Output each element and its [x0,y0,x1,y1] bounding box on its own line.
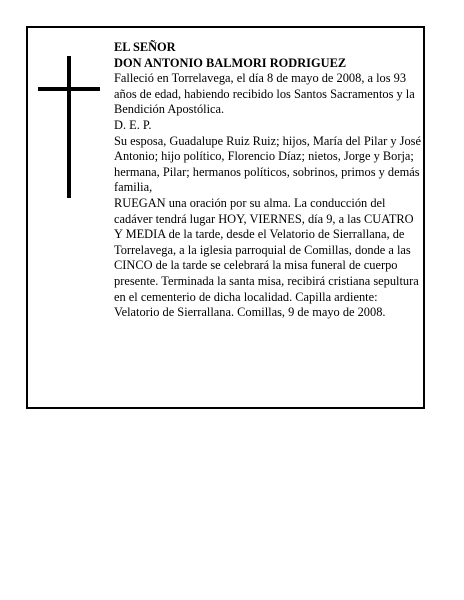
notice-death-paragraph: Falleció en Torrelavega, el día 8 de mayo de 2008, a los 93 años de edad, habiendo recibido los Santos Sacramentos y la Bendición Apostólica. [114,71,415,117]
notice-family-paragraph: Su esposa, Guadalupe Ruiz Ruiz; hijos, María del Pilar y José Antonio; hijo político, Florencio Díaz; nietos, Jorge y Borja; hermana, Pilar; hermanos políticos, sobrinos, primos y demás familia, [114,133,421,195]
obituary-notice [26,26,425,409]
cross-icon [38,56,100,198]
cross-vertical-bar [67,56,71,198]
notice-deceased-name: DON ANTONIO BALMORI RODRIGUEZ [114,55,347,70]
cross-horizontal-bar [38,87,100,91]
notice-request-paragraph: RUEGAN una oración por su alma. La conducción del cadáver tendrá lugar HOY, VIERNES, día 9, a las CUATRO Y MEDIA de la tarde, desde el Velatorio de Sierrallana, de Torrelavega, a la iglesia parroquial de Comillas, donde a las CINCO de la tarde se celebrará la misa funeral de cuerpo presente. Terminada la santa misa, recibirá cristiana sepultura en el cementerio de dicha localidad. Capilla ardiente: Velatorio de Sierrallana. Comillas, 9 de mayo de 2008. [114,195,419,320]
notice-dep: D. E. P. [114,117,152,132]
notice-body [114,40,422,321]
notice-heading-title: EL SEÑOR [114,40,176,54]
